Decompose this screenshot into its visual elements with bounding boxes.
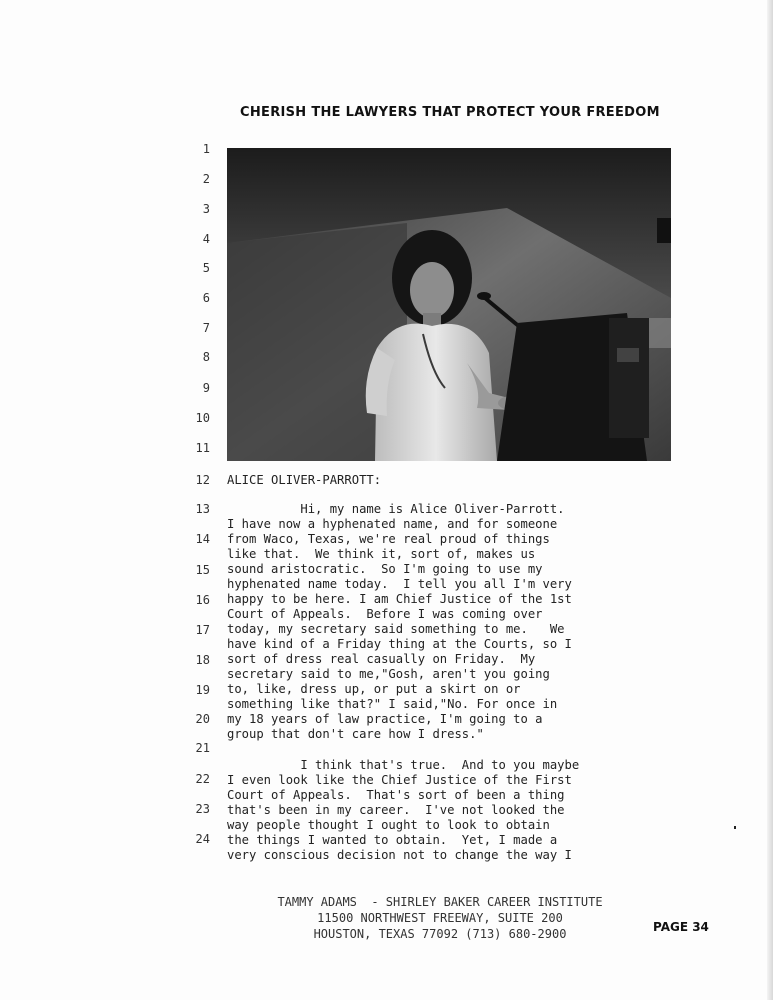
transcript-line: I think that's true. And to you maybe	[227, 758, 580, 772]
page-edge-shadow	[767, 0, 773, 1000]
transcript-line: I have now a hyphenated name, and for someone	[227, 517, 558, 531]
transcript-line: secretary said to me,"Gosh, aren't you going	[227, 667, 550, 681]
line-number: 24	[195, 832, 210, 846]
line-number: 22	[195, 772, 210, 786]
line-number: 2	[202, 172, 210, 186]
transcript-line: like that. We think it, sort of, makes us	[227, 547, 536, 561]
transcript-line: very conscious decision not to change the way I	[227, 848, 572, 862]
line-number: 7	[202, 321, 210, 335]
line-number: 10	[195, 411, 210, 425]
line-number: 19	[195, 683, 210, 697]
line-number: 11	[195, 441, 210, 455]
transcript-line: that's been in my career. I've not looked the	[227, 803, 565, 817]
page-number: PAGE 34	[653, 920, 709, 934]
line-number: 6	[202, 291, 210, 305]
scan-speck	[734, 826, 736, 829]
line-number: 9	[202, 381, 210, 395]
transcript-line: I even look like the Chief Justice of the First	[227, 773, 572, 787]
transcript-line: hyphenated name today. I tell you all I'm very	[227, 577, 572, 591]
line-number: 17	[195, 623, 210, 637]
speaker-name: ALICE OLIVER-PARROTT:	[227, 473, 382, 487]
transcript-line: Hi, my name is Alice Oliver-Parrott.	[227, 502, 565, 516]
line-number: 20	[195, 712, 210, 726]
footer-line: HOUSTON, TEXAS 77092 (713) 680-2900	[313, 927, 567, 941]
line-number: 21	[195, 741, 210, 755]
transcript-line: way people thought I ought to look to obtain	[227, 818, 550, 832]
line-number: 12	[195, 473, 210, 487]
line-number: 18	[195, 653, 210, 667]
transcript-line: my 18 years of law practice, I'm going to a	[227, 712, 543, 726]
footer-line: TAMMY ADAMS - SHIRLEY BAKER CAREER INSTITUTE	[277, 895, 603, 909]
line-number: 1	[202, 142, 210, 156]
line-number: 4	[202, 232, 210, 246]
line-number: 8	[202, 350, 210, 364]
transcript-line: have kind of a Friday thing at the Courts, so I	[227, 637, 572, 651]
transcript-line: to, like, dress up, or put a skirt on or	[227, 682, 521, 696]
line-number: 15	[195, 563, 210, 577]
page-heading: CHERISH THE LAWYERS THAT PROTECT YOUR FREEDOM	[240, 105, 660, 120]
transcript-line: sort of dress real casually on Friday. My	[227, 652, 536, 666]
line-number: 3	[202, 202, 210, 216]
transcript-line: today, my secretary said something to me. We	[227, 622, 565, 636]
speaker-photo	[227, 148, 671, 461]
transcript-line: the things I wanted to obtain. Yet, I made a	[227, 833, 558, 847]
line-number: 14	[195, 532, 210, 546]
transcript-line: Court of Appeals. Before I was coming over	[227, 607, 543, 621]
transcript-line: sound aristocratic. So I'm going to use my	[227, 562, 543, 576]
transcript-line: happy to be here. I am Chief Justice of the 1st	[227, 592, 572, 606]
transcript-line: from Waco, Texas, we're real proud of things	[227, 532, 550, 546]
line-number: 13	[195, 502, 210, 516]
line-number: 23	[195, 802, 210, 816]
footer-line: 11500 NORTHWEST FREEWAY, SUITE 200	[317, 911, 563, 925]
reporter-footer	[240, 894, 640, 942]
transcript-line: something like that?" I said,"No. For once in	[227, 697, 558, 711]
transcript-line: group that don't care how I dress."	[227, 727, 484, 741]
transcript-line: Court of Appeals. That's sort of been a thing	[227, 788, 565, 802]
line-number: 16	[195, 593, 210, 607]
line-number: 5	[202, 261, 210, 275]
